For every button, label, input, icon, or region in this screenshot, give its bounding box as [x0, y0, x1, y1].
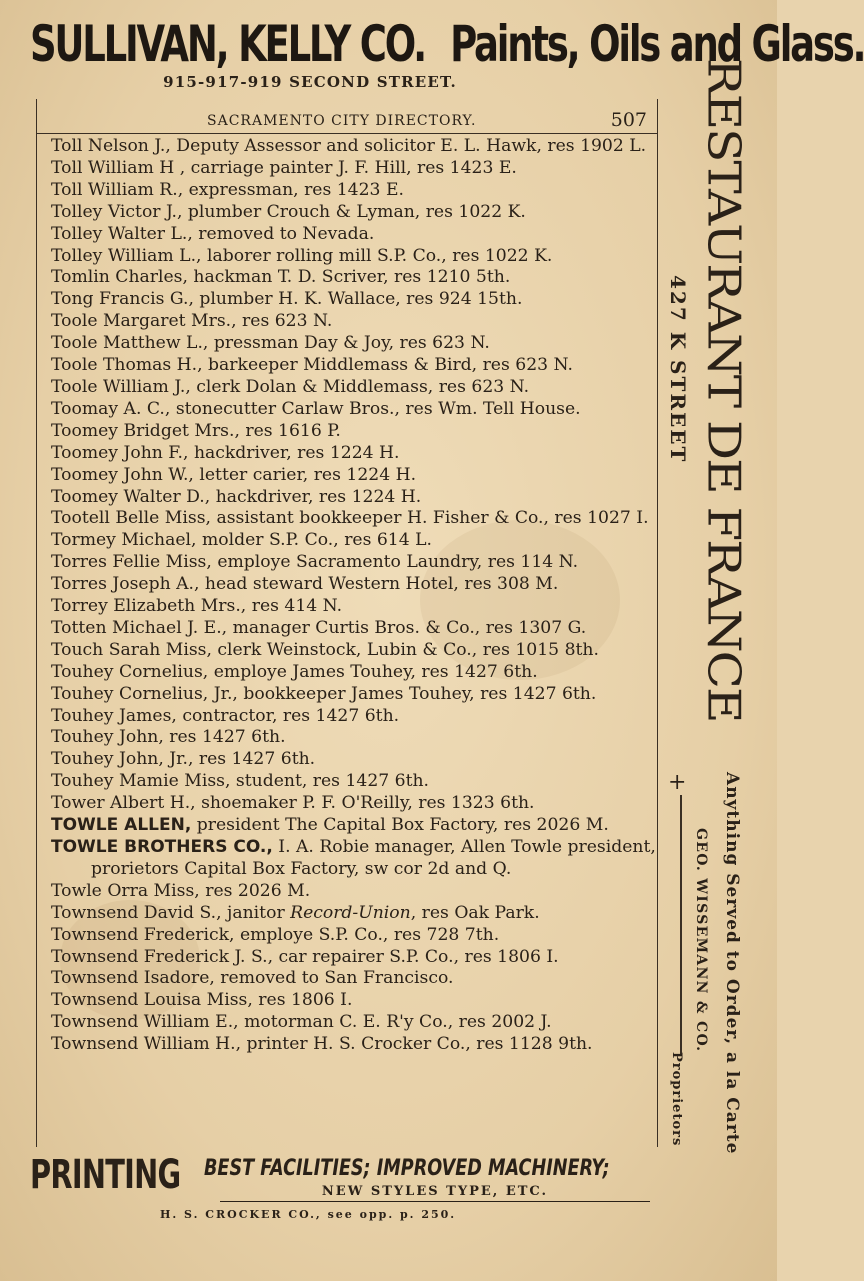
entry-name: Touhey Cornelius, — [51, 661, 209, 682]
entry-name: TOWLE ALLEN, — [51, 815, 192, 836]
entry-details: res 1427 6th. — [163, 727, 286, 748]
directory-entry — [51, 377, 656, 399]
restaurant-tagline: Anything Served to Order, a la Carte — [722, 772, 742, 1155]
entry-name: Tolley Victor J., — [51, 201, 183, 222]
entry-details: carriage painter J. F. Hill, res 1423 E. — [185, 157, 517, 178]
entry-details: laborer rolling mill S.P. Co., res 1022 K. — [201, 245, 553, 266]
directory-entry — [51, 749, 656, 771]
sullivan-kelly-banner — [30, 15, 864, 73]
entry-name: Townsend Frederick J. S., — [51, 946, 274, 967]
directory-entry — [51, 289, 656, 311]
directory-entry — [51, 136, 656, 158]
entry-name: Touch Sarah Miss, — [51, 639, 212, 660]
entry-details: Deputy Assessor and solicitor E. L. Hawk, res 1902 L. — [170, 136, 647, 156]
directory-entry — [51, 990, 656, 1012]
entry-name: Toole Matthew L., — [51, 333, 209, 354]
directory-entry — [51, 815, 656, 837]
new-styles-line: NEW STYLES TYPE, ETC. — [220, 1184, 650, 1202]
entry-name: Toll Nelson J., — [51, 136, 171, 156]
directory-entry — [51, 465, 656, 487]
entry-name: Toomay A. C., — [51, 398, 171, 419]
directory-entry — [51, 1012, 656, 1034]
entry-name: Touhey Mamie Miss, — [51, 771, 231, 792]
entry-employer-italic: Record-Union — [290, 902, 411, 923]
entry-name: Toomey John F., — [51, 442, 189, 463]
directory-entry — [51, 574, 656, 596]
directory-entry — [51, 487, 656, 509]
directory-entry — [51, 202, 656, 224]
directory-entry — [51, 399, 656, 421]
entry-details: res 414 N. — [246, 596, 343, 617]
sullivan-address: 915-917-919 SECOND STREET. — [163, 73, 457, 91]
entry-details: plumber Crouch & Lyman, res 1022 K. — [182, 201, 526, 222]
entry-name: Toomey Bridget Mrs., — [51, 420, 240, 441]
entry-details: res 623 N. — [236, 311, 333, 332]
directory-entry — [51, 443, 656, 465]
entry-name: Torres Fellie Miss, — [51, 552, 212, 573]
directory-entry — [51, 596, 656, 618]
entry-name: Toll William H , — [51, 157, 186, 178]
entry-name: Tormey Michael, — [51, 530, 197, 551]
restaurant-proprietors: Proprietors — [669, 1052, 684, 1147]
entry-name: Toomey John W., — [51, 464, 194, 485]
entry-name: Toole Thomas H., — [51, 355, 203, 376]
entry-details: head steward Western Hotel, res 308 M. — [199, 574, 559, 595]
entry-details: letter carier, res 1224 H. — [193, 464, 417, 485]
restaurant-owner: GEO. WISSEMANN & CO. — [693, 828, 709, 1053]
directory-column — [36, 99, 658, 1147]
entry-details: pressman Day & Joy, res 623 N. — [208, 333, 490, 354]
entry-details: contractor, res 1427 6th. — [176, 705, 400, 726]
entry-details: shoemaker P. F. O'Reilly, res 1323 6th. — [195, 793, 535, 814]
directory-entry — [51, 968, 656, 990]
entry-name: Tower Albert H., — [51, 793, 196, 814]
directory-entry — [51, 925, 656, 947]
entry-details: removed to Nevada. — [192, 223, 375, 244]
top-advertisement — [30, 15, 864, 91]
entry-details: president The Capital Box Factory, res 2026 M. — [191, 815, 609, 836]
entry-name: Towle Orra Miss, — [51, 880, 200, 901]
entry-details: res 1806 I. — [252, 990, 353, 1011]
crocker-reference: H. S. CROCKER CO., see opp. p. 250. — [160, 1208, 457, 1221]
directory-entry — [51, 180, 656, 202]
directory-entry — [51, 640, 656, 662]
directory-entry — [51, 246, 656, 268]
directory-title: SACRAMENTO CITY DIRECTORY. — [207, 113, 477, 129]
entry-details: bookkeeper James Touhey, res 1427 6th. — [237, 683, 597, 704]
entry-name: Townsend David S., — [51, 902, 222, 923]
entry-name: Tootell Belle Miss, — [51, 508, 211, 529]
directory-entry — [51, 947, 656, 969]
directory-entry — [51, 618, 656, 640]
entry-name: Townsend William E., — [51, 1012, 239, 1033]
entry-name: Townsend Isadore, — [51, 968, 215, 989]
entry-details: motorman C. E. R'y Co., res 2002 J. — [238, 1012, 552, 1033]
entry-name: Torres Joseph A., — [51, 574, 200, 595]
directory-entry — [51, 311, 656, 333]
entry-name: Totten Michael J. E., — [51, 617, 228, 638]
entry-details: employe James Touhey, res 1427 6th. — [208, 661, 538, 682]
entry-details: removed to San Francisco. — [214, 968, 454, 989]
entry-name: Toole William J., — [51, 376, 191, 397]
entry-details: janitor — [221, 902, 291, 923]
entry-name: Townsend William H., — [51, 1034, 242, 1055]
directory-entry — [51, 684, 656, 706]
entry-details: employe Sacramento Laundry, res 114 N. — [211, 552, 579, 573]
entry-name: Touhey James, — [51, 705, 177, 726]
directory-entry — [51, 793, 656, 815]
directory-entry — [51, 706, 656, 728]
entry-details: res 1616 P. — [239, 420, 341, 441]
entry-details: I. A. Robie manager, Allen Towle president, prorietors Capital Box Factory, sw cor 2d and Q. — [91, 837, 656, 879]
entry-name: Touhey John, — [51, 727, 164, 748]
entry-name: Torrey Elizabeth Mrs., — [51, 596, 247, 617]
side-rule — [680, 795, 682, 1055]
entry-details: expressman, res 1423 E. — [183, 179, 404, 200]
entry-details: stonecutter Carlaw Bros., res Wm. Tell House. — [170, 398, 581, 419]
directory-entry — [51, 1034, 656, 1056]
directory-entry — [51, 530, 656, 552]
entry-details: employe S.P. Co., res 728 7th. — [234, 924, 500, 945]
entry-name: Townsend Louisa Miss, — [51, 990, 253, 1011]
entry-details: plumber H. K. Wallace, res 924 15th. — [193, 289, 523, 310]
entry-name: Toole Margaret Mrs., — [51, 311, 237, 332]
directory-entry — [51, 662, 656, 684]
entry-details: barkeeper Middlemass & Bird, res 623 N. — [202, 355, 573, 376]
entry-details: clerk Weinstock, Lubin & Co., res 1015 8th. — [211, 639, 599, 660]
entry-name: Tolley William L., — [51, 245, 202, 266]
entry-details-after: , res Oak Park. — [410, 902, 540, 923]
directory-entry — [51, 158, 656, 180]
entry-name: Toll William R., — [51, 179, 184, 200]
entry-details: hackdriver, res 1224 H. — [210, 486, 422, 507]
entry-details: hackman T. D. Scriver, res 1210 5th. — [187, 267, 511, 288]
entry-name: Tong Francis G., — [51, 289, 194, 310]
directory-entry — [51, 771, 656, 793]
entry-name: Touhey Cornelius, Jr., — [51, 683, 238, 704]
entry-details: res 1427 6th. — [193, 749, 316, 770]
directory-entries — [51, 136, 656, 1056]
directory-entry — [51, 727, 656, 749]
printing-heading: PRINTING — [30, 1152, 181, 1198]
restaurant-street: 427 K STREET — [666, 275, 690, 464]
entry-details: hackdriver, res 1224 H. — [188, 442, 400, 463]
entry-name: TOWLE BROTHERS CO., — [51, 837, 273, 857]
restaurant-de-france-ad: RESTAURANT DE FRANCE — [697, 58, 751, 722]
directory-entry — [51, 881, 656, 903]
directory-entry — [51, 267, 656, 289]
entry-details: manager Curtis Bros. & Co., res 1307 G. — [227, 617, 587, 638]
entry-details: assistant bookkeeper H. Fisher & Co., res 1027 I. — [211, 508, 649, 529]
entry-details: car repairer S.P. Co., res 1806 I. — [273, 946, 559, 967]
entry-details: student, res 1427 6th. — [230, 771, 430, 792]
running-head — [37, 105, 657, 134]
directory-entry — [51, 224, 656, 246]
entry-details: molder S.P. Co., res 614 L. — [196, 530, 433, 551]
directory-entry — [51, 552, 656, 574]
sullivan-kelly-name: SULLIVAN, KELLY CO. — [30, 15, 425, 73]
plus-ornament: + — [668, 770, 687, 795]
directory-entry — [51, 837, 656, 881]
directory-entry — [51, 903, 656, 925]
entry-name: Touhey John, Jr., — [51, 749, 194, 770]
entry-name: Toomey Walter D., — [51, 486, 211, 507]
bottom-advertisement — [30, 1150, 670, 1230]
entry-name: Tolley Walter L., — [51, 223, 193, 244]
facilities-line: BEST FACILITIES; IMPROVED MACHINERY; — [204, 1156, 610, 1181]
directory-entry — [51, 508, 656, 530]
entry-name: Townsend Frederick, — [51, 924, 235, 945]
entry-details: printer H. S. Crocker Co., res 1128 9th. — [241, 1034, 593, 1055]
paints-oils-glass: Paints, Oils and Glass. — [450, 15, 864, 73]
page-number: 507 — [610, 109, 647, 131]
directory-entry — [51, 333, 656, 355]
entry-details: res 2026 M. — [199, 880, 311, 901]
directory-entry — [51, 421, 656, 443]
entry-details: clerk Dolan & Middlemass, res 623 N. — [190, 376, 530, 397]
directory-entry — [51, 355, 656, 377]
entry-name: Tomlin Charles, — [51, 267, 188, 288]
